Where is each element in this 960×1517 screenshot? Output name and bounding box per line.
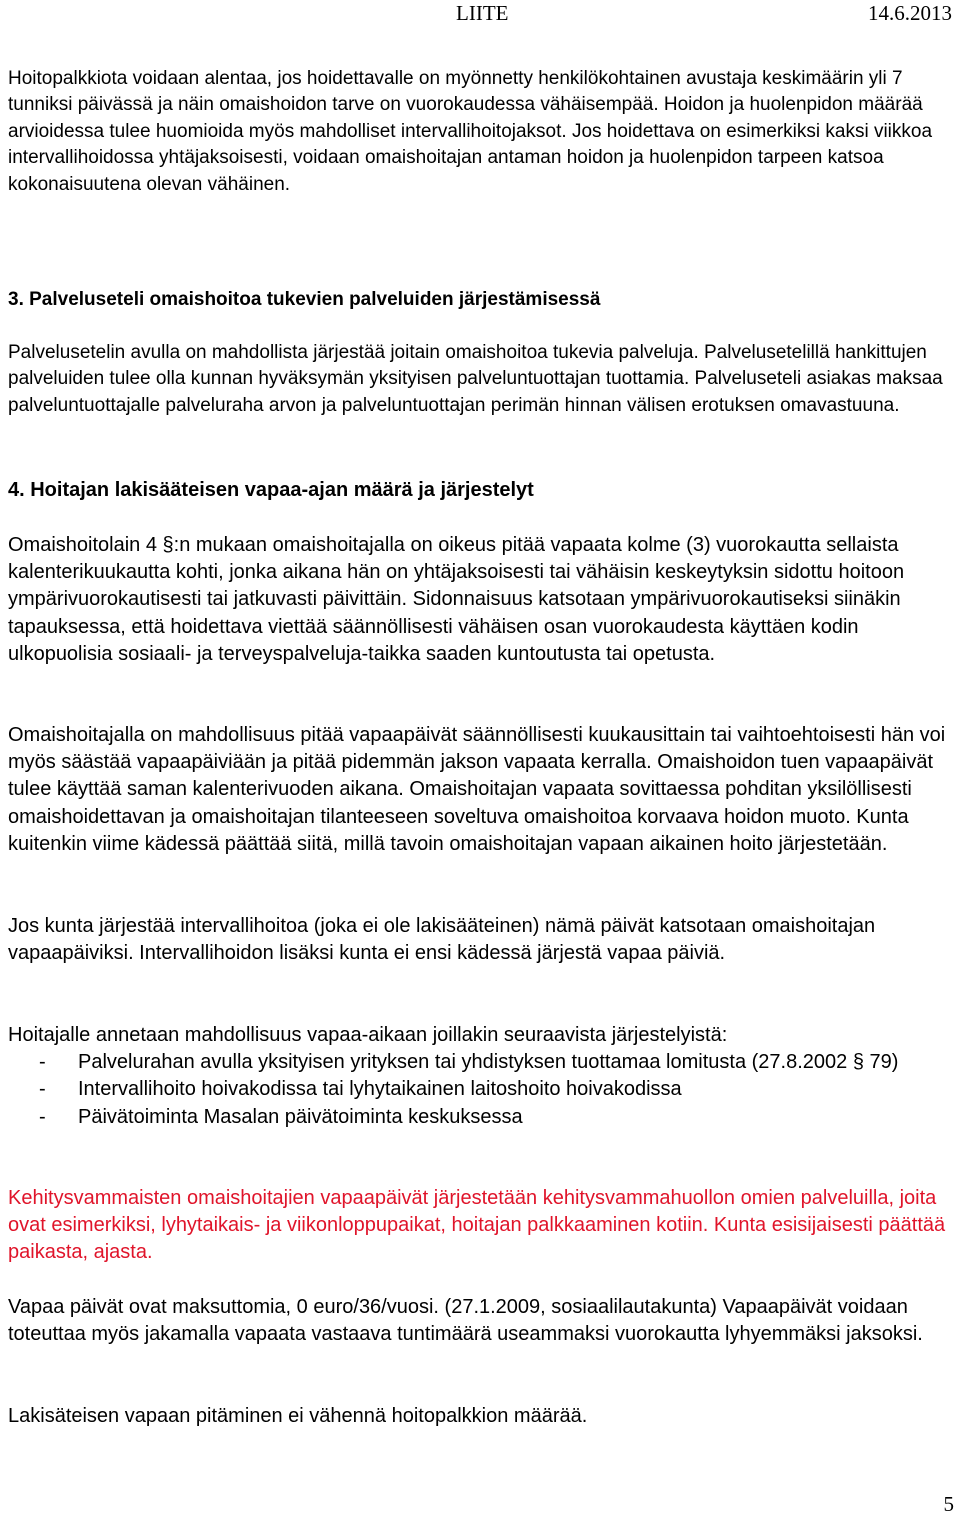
section-4-paragraph-3: Jos kunta järjestää intervallihoitoa (joka ei ole lakisääteinen) nämä päivät katsotaan omaishoitajan vapaapäiviksi. Intervallihoidon lisäksi kunta ei ensi kädessä järjestä vapaa päiviä. [8, 915, 876, 965]
arrangements-intro: Hoitajalle annetaan mahdollisuus vapaa-aikaan joillakin seuraavista järjestelyistä: [8, 1024, 728, 1046]
section-4-heading: 4. Hoitajan lakisääteisen vapaa-ajan määrä ja järjestelyt [8, 479, 534, 501]
list-item [8, 1049, 956, 1076]
list-item-text: Palvelurahan avulla yksityisen yrityksen tai yhdistyksen tuottamaa lomitusta (27.8.2002 § 79) [78, 1051, 899, 1074]
list-bullet: - [39, 1105, 46, 1128]
section-3-heading: 3. Palveluseteli omaishoitoa tukevien palveluiden järjestämisessä [8, 289, 601, 310]
section-4-paragraph-2: Omaishoitajalla on mahdollisuus pitää vapaapäivät säännöllisesti kuukausittain tai vaihtoehtoisesti hän voi myös säästää vapaapäiviään ja pitää pidemmän jakson vapaata kerralla. Omaishoidon tuen vapaapäivät tulee käyttää saman kalenterivuoden aikana. Omaishoitajan vapaata sovittaessa pohditan yksilöllisesti omaishoidettavan ja omaishoitajan tilanteeseen soveltuva omaishoitoa korvaava hoidon muoto. Kunta kuitenkin viime kädessä päättää siitä, millä tavoin omaishoitajan vapaan aikainen hoito järjestetään. [8, 724, 946, 855]
list-item-text: Päivätoiminta Masalan päivätoiminta keskuksessa [78, 1105, 523, 1128]
list-item-text: Intervallihoito hoivakodissa tai lyhytaikainen laitoshoito hoivakodissa [78, 1078, 682, 1101]
intro-paragraph: Hoitopalkkiota voidaan alentaa, jos hoidettavalle on myönnetty henkilökohtainen avustaja keskimäärin yli 7 tunniksi päivässä ja näin omaishoidon tarve on vuorokaudessa vähäisempää. Hoidon ja huolenpidon määrää arvioidessa tulee huomioida myös mahdolliset intervallihoitojaksot. Jos hoidettava on esimerkiksi kaksi viikkoa intervallihoidossa yhtäjaksoisesti, voidaan omaishoitajan antaman hoidon ja huolenpidon tarpeen katsoa kokonaisuutena olevan vähäinen. [8, 68, 933, 195]
list-bullet: - [39, 1051, 46, 1074]
section-4-paragraph-1: Omaishoitolain 4 §:n mukaan omaishoitajalla on oikeus pitää vapaata kolme (3) vuorokautta sellaista kalenterikuukautta kohti, jonka aikana hän on yhtäjaksoisesti tai vähäisin keskeytyksin sidottu hoitoon ympärivuorokautisesti tai jatkuvasti päivittäin. Sidonnaisuus katsotaan ympärivuorokautiseksi siinäkin tapauksessa, että hoidettava viettää säännöllisesti vähäisen osan vuorokaudesta käyttäen kodin ulkopuolisia sosiaali- ja terveyspalveluja-taikka saaden kuntoutusta tai opetusta. [8, 534, 905, 665]
page-number: 5 [943, 1492, 954, 1516]
header-date: 14.6.2013 [868, 1, 952, 25]
section-3-paragraph: Palvelusetelin avulla on mahdollista järjestää joitain omaishoitoa tukevia palveluja. Palvelusetelillä hankittujen palveluiden tulee olla kunnan hyväksymän yksityisen palveluntuottajan tuottamia. Palveluseteli asiakas maksaa palveluntuottajalle palveluraha arvon ja palveluntuottajan perimän hinnan välisen erotuksen omavastuuna. [8, 342, 943, 416]
list-item [8, 1104, 956, 1131]
header-title: LIITE [456, 1, 509, 25]
list-bullet: - [39, 1078, 46, 1101]
section-4-paragraph-4: Vapaa päivät ovat maksuttomia, 0 euro/36/vuosi. (27.1.2009, sosiaalilautakunta) Vapaapäivät voidaan toteuttaa myös jakamalla vapaata vastaava tuntimäärä useammaksi vuorokautta lyhyemmäksi jaksoksi. [8, 1296, 923, 1346]
list-item [8, 1076, 956, 1103]
section-4-paragraph-5: Lakisäteisen vapaan pitäminen ei vähennä hoitopalkkion määrää. [8, 1405, 588, 1427]
disability-caregivers-note: Kehitysvammaisten omaishoitajien vapaapäivät järjestetään kehitysvammahuollon omien palveluilla, joita ovat esimerkiksi, lyhytaikais- ja viikonloppupaikat, hoitajan palkkaaminen kotiin. Kunta esisijaisesti päättää paikasta, ajasta. [8, 1187, 946, 1264]
arrangements-block [8, 1022, 956, 1131]
